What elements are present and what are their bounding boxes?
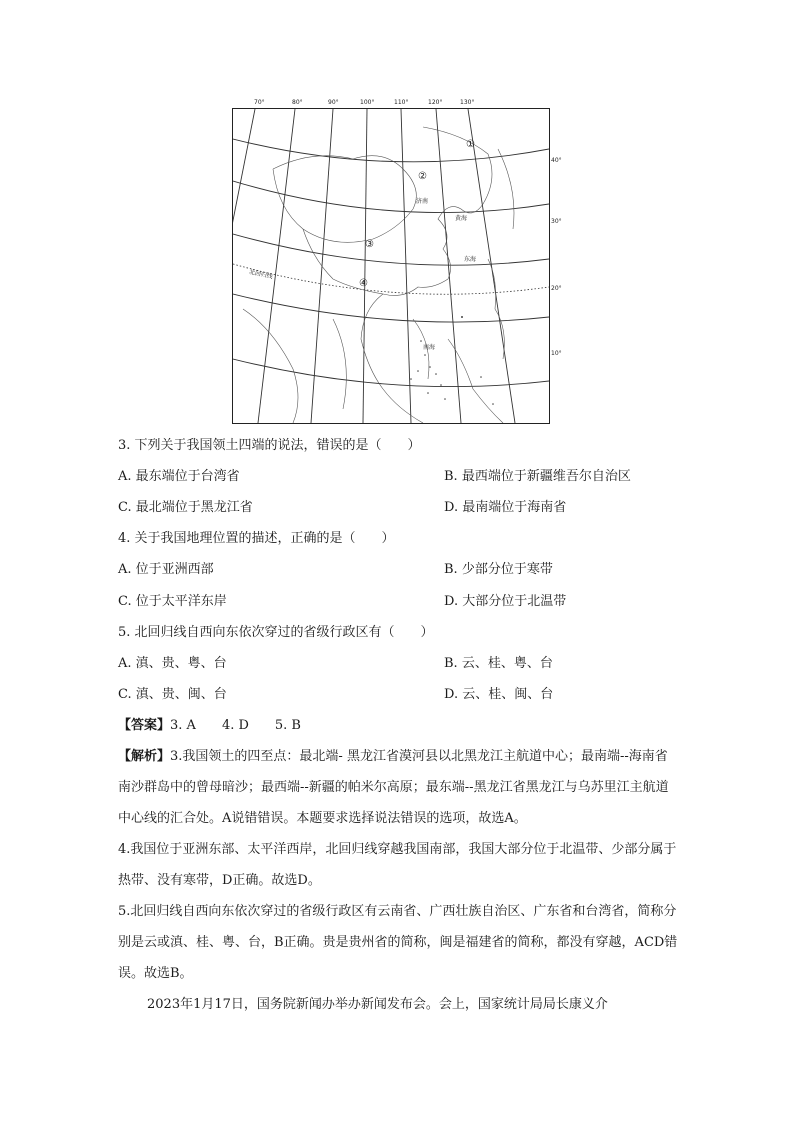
- question-5-stem: 5. 北回归线自西向东依次穿过的省级行政区有（ ）: [118, 625, 434, 640]
- label-yellow-sea: 黄海: [455, 215, 468, 222]
- analysis-paragraph-5: 5.北回归线自西向东依次穿过的省级行政区有云南省、广西壮族自治区、广东省和台湾省，简称分别是云或滇、桂、粤、台，B正确。贵是贵州省的简称，闽是福建省的简称，都没有穿越，ACD错误。故选B。: [118, 904, 678, 981]
- question-3-option-c: C. 最北端位于黑龙江省: [118, 500, 253, 515]
- question-4-option-a: A. 位于亚洲西部: [118, 562, 214, 577]
- latitude-label-10: 10°: [551, 350, 562, 357]
- marker-3: ③: [365, 239, 374, 250]
- longitude-label-110: 110°: [394, 99, 409, 106]
- marker-2: ②: [418, 171, 427, 182]
- question-3-stem: 3. 下列关于我国领土四端的说法，错误的是（ ）: [118, 438, 421, 453]
- question-5-option-a: A. 滇、贵、粤、台: [118, 656, 227, 671]
- label-tropic: 北回归线: [248, 268, 274, 281]
- label-east-sea: 东海: [464, 256, 477, 263]
- map-graphic: [233, 109, 549, 423]
- label-city: 济南: [416, 198, 429, 205]
- marker-1: ①: [466, 139, 475, 150]
- analysis-paragraph-4: 4.我国位于亚洲东部、太平洋西岸，北回归线穿越我国南部，我国大部分位于北温带、少部分属于热带、没有寒带，D正确。故选D。: [118, 842, 677, 888]
- china-map: [232, 108, 550, 424]
- longitude-label-90: 90°: [328, 99, 339, 106]
- analysis-paragraph-3: [118, 741, 678, 834]
- question-4-option-c: C. 位于太平洋东岸: [118, 594, 227, 609]
- answer-line: [118, 717, 301, 735]
- next-material-paragraph: 2023年1月17日，国务院新闻办举办新闻发布会。会上，国家统计局局长康义介: [147, 997, 608, 1012]
- label-south-sea: 南海: [423, 344, 436, 351]
- question-3-option-a: A. 最东端位于台湾省: [118, 469, 240, 484]
- answer-label: 【答案】: [118, 718, 171, 733]
- question-5-option-c: C. 滇、贵、闽、台: [118, 687, 227, 702]
- analysis-block: [118, 741, 678, 989]
- marker-4: ④: [359, 278, 368, 289]
- longitude-label-80: 80°: [292, 99, 303, 106]
- question-4-option-b: B. 少部分位于寒带: [444, 562, 553, 577]
- latitude-label-20: 20°: [551, 285, 562, 292]
- question-4-option-d: D. 大部分位于北温带: [444, 594, 567, 609]
- latitude-label-30: 30°: [551, 218, 562, 225]
- question-5-option-d: D. 云、桂、闽、台: [444, 687, 554, 702]
- question-3-option-b: B. 最西端位于新疆维吾尔自治区: [444, 469, 631, 484]
- answer-text: 3. A 4. D 5. B: [170, 718, 301, 733]
- longitude-label-130: 130°: [460, 99, 475, 106]
- longitude-label-120: 120°: [428, 99, 443, 106]
- longitude-label-70: 70°: [254, 99, 265, 106]
- longitude-label-100: 100°: [360, 99, 375, 106]
- analysis-text-3: 3.我国领土的四至点：最北端- 黑龙江省漠河县以北黑龙江主航道中心；最南端--海南省南沙群岛中的曾母暗沙；最西端--新疆的帕米尔高原；最东端--黑龙江省黑龙江与乌苏里江主航道中心线的汇合处。A说错错误。本题要求选择说法错误的选项，故选A。: [118, 749, 669, 826]
- question-5-option-b: B. 云、桂、粤、台: [444, 656, 553, 671]
- question-4-stem: 4. 关于我国地理位置的描述，正确的是（ ）: [118, 531, 395, 546]
- latitude-label-40: 40°: [551, 157, 562, 164]
- analysis-label: 【解析】: [118, 749, 171, 764]
- question-3-option-d: D. 最南端位于海南省: [444, 500, 567, 515]
